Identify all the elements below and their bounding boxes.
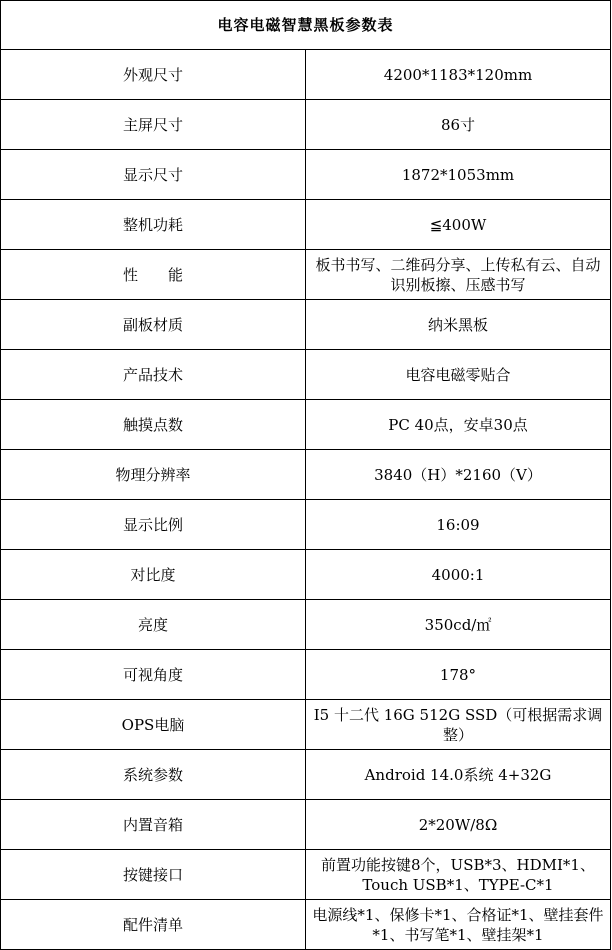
- row-label: 显示比例: [1, 500, 306, 550]
- row-label: OPS电脑: [1, 700, 306, 750]
- row-label: 对比度: [1, 550, 306, 600]
- row-value: 4200*1183*120mm: [306, 50, 611, 100]
- row-value: 电容电磁零贴合: [306, 350, 611, 400]
- row-label: 系统参数: [1, 750, 306, 800]
- row-value: 电源线*1、保修卡*1、合格证*1、壁挂套件*1、书写笔*1、壁挂架*1: [306, 900, 611, 950]
- table-row: [1, 250, 611, 300]
- row-value: ≦400W: [306, 200, 611, 250]
- row-label: 外观尺寸: [1, 50, 306, 100]
- row-value: 86寸: [306, 100, 611, 150]
- row-value: 板书书写、二维码分享、上传私有云、自动识别板擦、压感书写: [306, 250, 611, 300]
- table-row: [1, 500, 611, 550]
- row-label: 物理分辨率: [1, 450, 306, 500]
- row-value: 1872*1053mm: [306, 150, 611, 200]
- row-label: 显示尺寸: [1, 150, 306, 200]
- row-value: 3840（H）*2160（V）: [306, 450, 611, 500]
- row-value: 16:09: [306, 500, 611, 550]
- table-row: [1, 150, 611, 200]
- table-row: [1, 900, 611, 950]
- table-row: [1, 400, 611, 450]
- table-row: [1, 100, 611, 150]
- row-value: Android 14.0系统 4+32G: [306, 750, 611, 800]
- table-row: [1, 300, 611, 350]
- row-value: 4000:1: [306, 550, 611, 600]
- table-row: [1, 800, 611, 850]
- row-label: 按键接口: [1, 850, 306, 900]
- row-label: 触摸点数: [1, 400, 306, 450]
- row-label: 整机功耗: [1, 200, 306, 250]
- row-value: 纳米黑板: [306, 300, 611, 350]
- row-value: 178°: [306, 650, 611, 700]
- row-label: 配件清单: [1, 900, 306, 950]
- row-value: PC 40点，安卓30点: [306, 400, 611, 450]
- title-row: [1, 1, 611, 50]
- table-row: [1, 200, 611, 250]
- table-row: [1, 650, 611, 700]
- row-value: I5 十二代 16G 512G SSD（可根据需求调整）: [306, 700, 611, 750]
- table-row: [1, 850, 611, 900]
- table-row: [1, 450, 611, 500]
- row-label: 内置音箱: [1, 800, 306, 850]
- table-row: [1, 750, 611, 800]
- row-value: 350cd/㎡: [306, 600, 611, 650]
- table-row: [1, 600, 611, 650]
- row-label: 主屏尺寸: [1, 100, 306, 150]
- table-row: [1, 550, 611, 600]
- table-row: [1, 700, 611, 750]
- row-value: 2*20W/8Ω: [306, 800, 611, 850]
- row-label: 可视角度: [1, 650, 306, 700]
- table-row: [1, 350, 611, 400]
- row-label: 副板材质: [1, 300, 306, 350]
- row-label: 亮度: [1, 600, 306, 650]
- row-label: 性 能: [1, 250, 306, 300]
- table-row: [1, 50, 611, 100]
- row-value: 前置功能按键8个，USB*3、HDMI*1、Touch USB*1、TYPE-C*1: [306, 850, 611, 900]
- row-label: 产品技术: [1, 350, 306, 400]
- table-title: 电容电磁智慧黑板参数表: [1, 1, 611, 50]
